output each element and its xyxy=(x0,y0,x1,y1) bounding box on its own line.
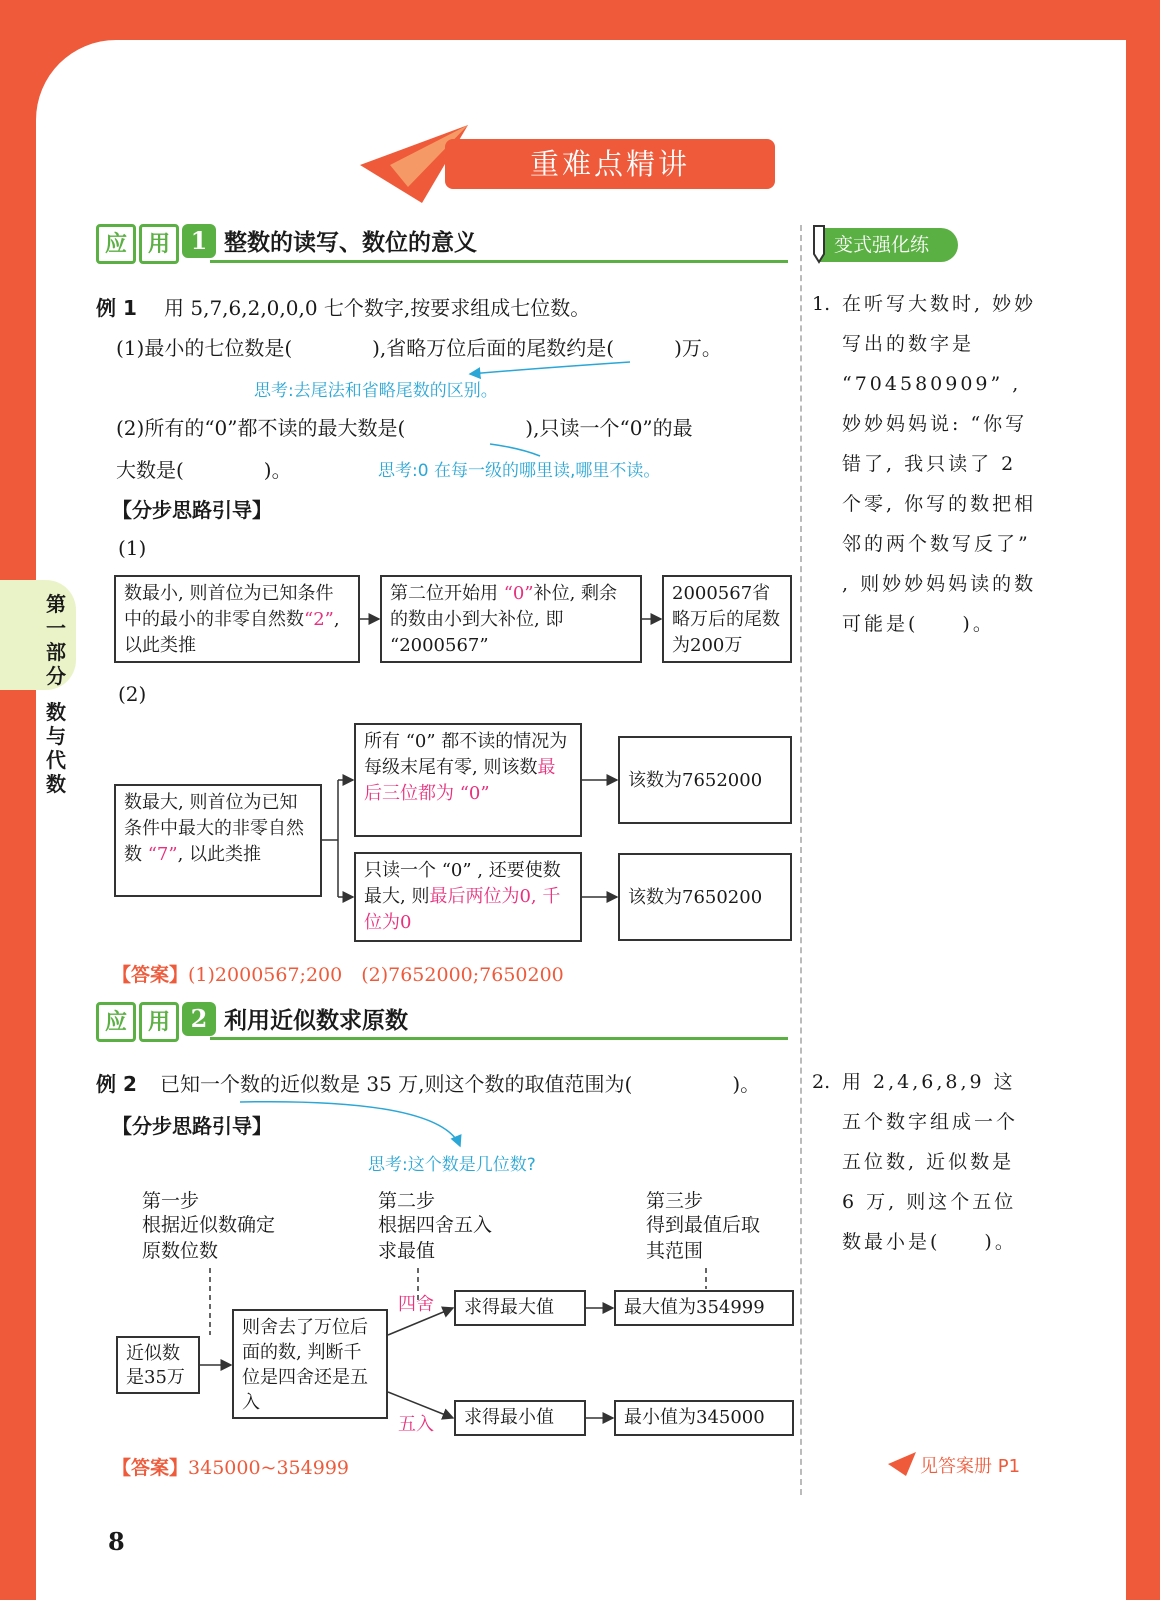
section-number: 2 xyxy=(182,1002,216,1036)
pencil-icon xyxy=(808,224,830,264)
example-label: 例 1 xyxy=(96,296,137,320)
answer: 【答案】(1)2000567;200 (2)7652000;7650200 xyxy=(112,964,564,986)
paper-plane-icon xyxy=(888,1452,916,1476)
flow-box: 近似数是35万 xyxy=(116,1336,200,1394)
flow-box: 最大值为354999 xyxy=(614,1290,794,1326)
part-label: 第一部分 xyxy=(46,592,66,688)
step-title: 第二步 xyxy=(378,1190,436,1212)
chip-yong: 用 xyxy=(139,1002,179,1042)
part-1-label: (1) xyxy=(118,536,147,560)
question-2b: 大数是( )。 xyxy=(116,458,292,482)
section-banner: 重难点精讲 xyxy=(445,139,775,189)
flow-box: 最小值为345000 xyxy=(614,1400,794,1436)
topic-label: 数与代数 xyxy=(46,700,66,796)
question-2a: (2)所有的“0”都不读的最大数是( ),只读一个“0”的最 xyxy=(116,416,693,440)
step-desc: 根据四舍五入求最值 xyxy=(378,1214,493,1262)
flow-box: 数最小, 则首位为已知条件中的最小的非零自然数“2”, 以此类推 xyxy=(114,575,360,663)
guide-heading: 【分步思路引导】 xyxy=(112,498,272,522)
flow-box: 求得最小值 xyxy=(454,1400,586,1436)
section-title: 利用近似数求原数 xyxy=(224,1008,408,1034)
example-stem: 已知一个数的近似数是 35 万,则这个数的取值范围为( )。 xyxy=(160,1072,761,1096)
chip-ying: 应 xyxy=(96,224,136,264)
chip-ying: 应 xyxy=(96,1002,136,1042)
flow-box: 只读一个 “0” , 还要使数最大, 则最后两位为0, 千位为0 xyxy=(354,852,582,942)
round-up-label: 五入 xyxy=(398,1414,434,1435)
page-number: 8 xyxy=(108,1527,125,1556)
step-title: 第一步 xyxy=(142,1190,200,1212)
guide-heading: 【分步思路引导】 xyxy=(112,1114,272,1138)
chip-yong: 用 xyxy=(139,224,179,264)
think-note: 思考:0 在每一级的哪里读,哪里不读。 xyxy=(378,461,661,481)
think-note: 思考:去尾法和省略尾数的区别。 xyxy=(254,381,498,401)
flow-box: 第二位开始用 “0”补位, 剩余的数由小到大补位, 即 “2000567” xyxy=(380,575,642,663)
example-label: 例 2 xyxy=(96,1072,137,1096)
practice-header: 变式强化练 xyxy=(820,228,958,262)
step-title: 第三步 xyxy=(646,1190,704,1212)
answer: 【答案】345000~354999 xyxy=(112,1457,349,1479)
flow-box: 则舍去了万位后面的数, 判断千位是四舍还是五入 xyxy=(232,1309,388,1419)
flow-box: 数最大, 则首位为已知条件中最大的非零自然数 “7”, 以此类推 xyxy=(114,784,322,897)
section-number: 1 xyxy=(182,224,216,258)
step-desc: 根据近似数确定原数位数 xyxy=(142,1214,276,1262)
step-desc: 得到最值后取其范围 xyxy=(646,1214,761,1262)
answer-reference-link[interactable]: 见答案册 P1 xyxy=(920,1456,1021,1477)
flow-box: 2000567省略万后的尾数为200万 xyxy=(662,575,792,663)
flow-box: 求得最大值 xyxy=(454,1290,586,1326)
think-note: 思考:这个数是几位数? xyxy=(368,1155,536,1175)
example-stem: 用 5,7,6,2,0,0,0 七个数字,按要求组成七位数。 xyxy=(164,296,591,320)
flow-box: 所有 “0” 都不读的情况为每级末尾有零, 则该数最后三位都为 “0” xyxy=(354,723,582,837)
question-1: (1)最小的七位数是( ),省略万位后面的尾数约是( )万。 xyxy=(116,336,722,360)
section-title: 整数的读写、数位的意义 xyxy=(224,230,477,256)
flow-box: 该数为7650200 xyxy=(618,853,792,941)
round-down-label: 四舍 xyxy=(398,1294,434,1315)
part-2-label: (2) xyxy=(118,682,147,706)
flow-box: 该数为7652000 xyxy=(618,736,792,824)
